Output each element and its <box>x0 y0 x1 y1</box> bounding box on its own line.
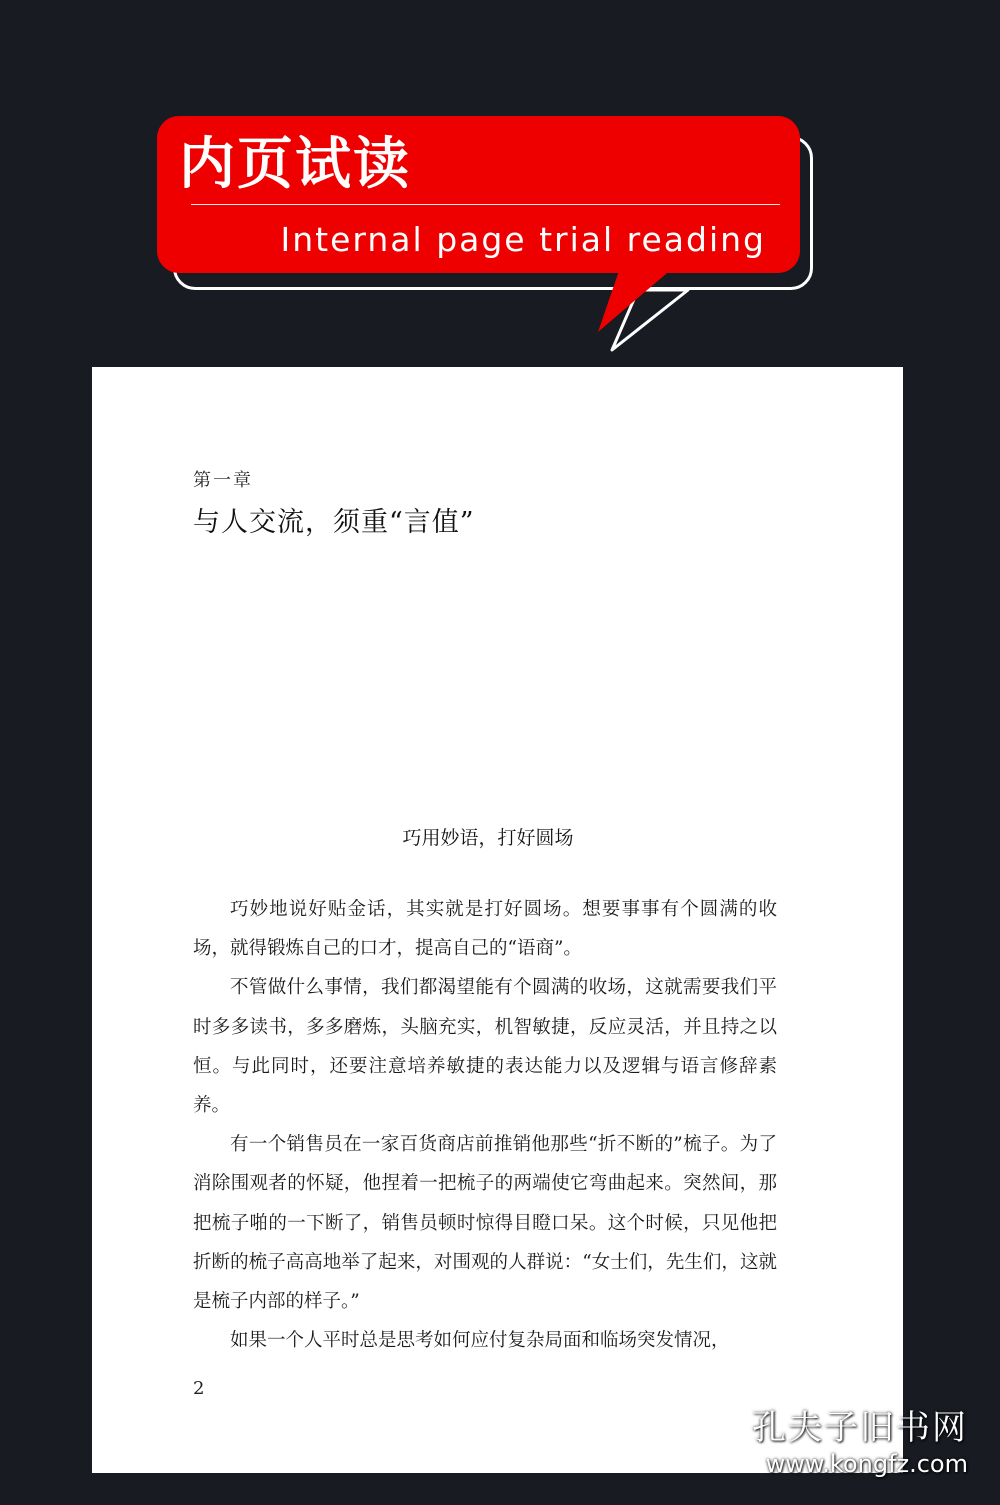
banner-title: 内页试读 <box>179 132 411 197</box>
banner-subtitle: Internal page trial reading <box>280 220 766 259</box>
paragraph: 不管做什么事情，我们都渴望能有个圆满的收场，这就需要我们平时多多读书，多多磨炼，头脑充实，机智敏捷，反应灵活，并且持之以恒。与此同时，还要注意培养敏捷的表达能力以及逻辑与语言修辞素养。 <box>193 977 777 1117</box>
watermark-site-name: 孔夫子旧书网 <box>752 1408 968 1448</box>
book-page <box>92 367 903 1473</box>
paragraph: 如果一个人平时总是思考如何应付复杂局面和临场突发情况， <box>230 1330 730 1352</box>
watermark-url: www.kongfz.com <box>765 1450 968 1478</box>
chapter-title: 与人交流，须重“言值” <box>193 507 475 538</box>
section-heading: 巧用妙语，打好圆场 <box>402 827 574 849</box>
paragraph: 巧妙地说好贴金话，其实就是打好圆场。想要事事有个圆满的收场，就得锻炼自己的口才，提高自己的“语商”。 <box>193 899 777 960</box>
paragraph: 有一个销售员在一家百货商店前推销他那些“折不断的”梳子。为了消除围观者的怀疑，他捏着一把梳子的两端使它弯曲起来。突然间，那把梳子啪的一下断了，销售员顿时惊得目瞪口呆。这个时候，只见他把折断的梳子高高地举了起来，对围观的人群说：“女士们，先生们，这就是梳子内部的样子。” <box>193 1134 777 1313</box>
page-number: 2 <box>193 1378 205 1399</box>
chapter-label: 第一章 <box>193 470 253 491</box>
trial-reading-banner <box>157 116 800 273</box>
body-text <box>193 890 777 1360</box>
watermark <box>738 1408 968 1480</box>
banner-divider <box>191 204 780 205</box>
